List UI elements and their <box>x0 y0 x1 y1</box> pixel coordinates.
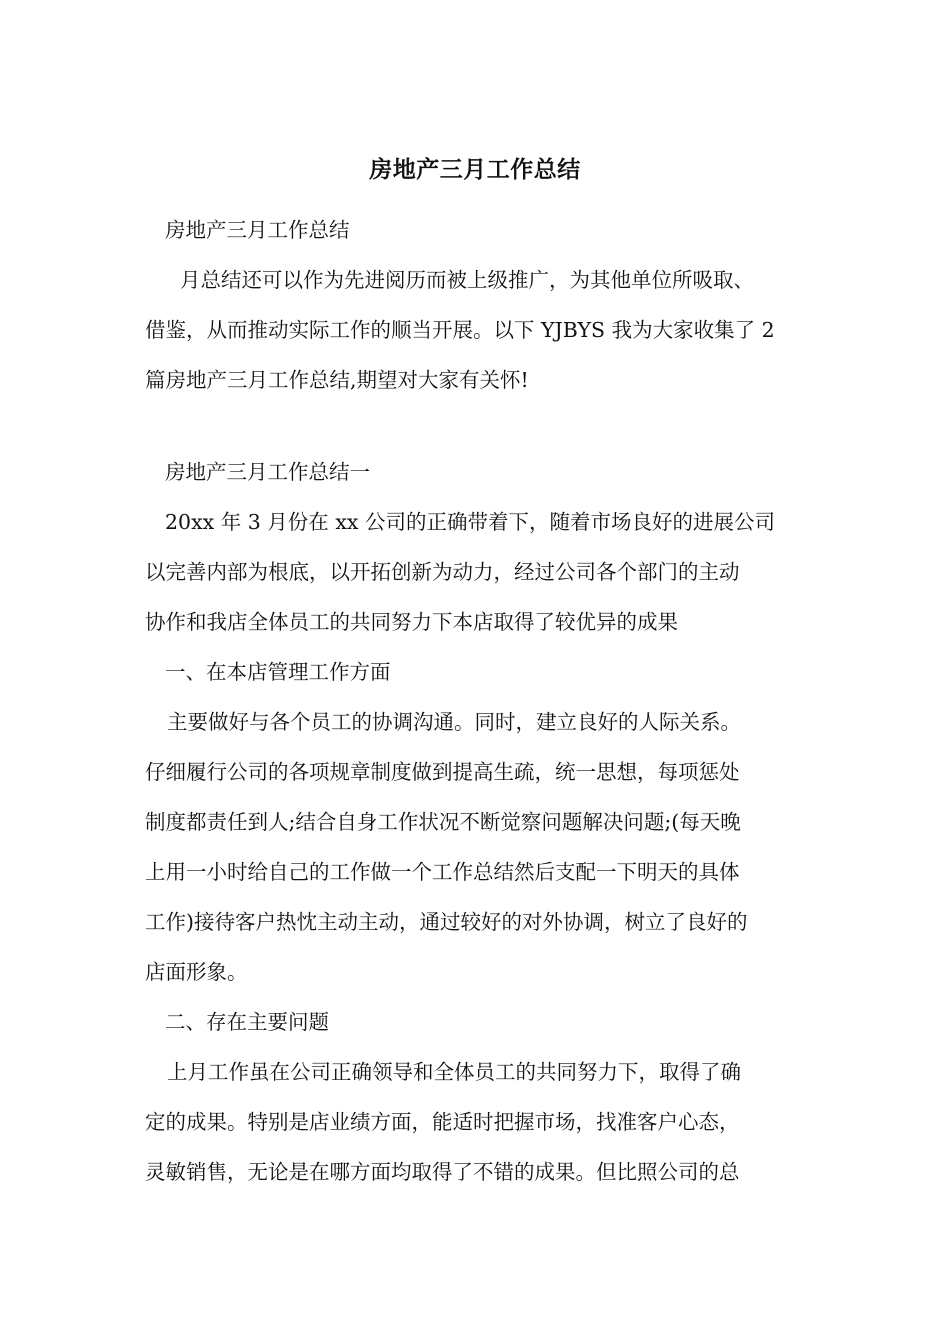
para2-line-4: 上用一小时给自己的工作做一个工作总结然后支配一下明天的具体 <box>145 860 740 884</box>
heading-1-text: 一、在本店管理工作方面 <box>165 660 391 684</box>
subtitle-text: 房地产三月工作总结 <box>165 218 350 242</box>
intro-line-1: 月总结还可以作为先进阅历而被上级推广，为其他单位所吸取、 <box>180 268 754 292</box>
heading-1 <box>165 647 830 697</box>
paragraph-3 <box>145 1047 810 1197</box>
para1-line-1: 20xx 年 3 月份在 xx 公司的正确带着下，随着市场良好的进展公司 <box>165 510 775 534</box>
para1-line-3: 协作和我店全体员工的共同努力下本店取得了较优异的成果 <box>145 610 678 634</box>
section-heading-text: 房地产三月工作总结一 <box>165 460 370 484</box>
heading-2-text: 二、存在主要问题 <box>165 1010 329 1034</box>
para1-line-2: 以完善内部为根底，以开拓创新为动力，经过公司各个部门的主动 <box>145 560 740 584</box>
intro-paragraph <box>145 255 810 405</box>
para2-line-2: 仔细履行公司的各项规章制度做到提高生疏，统一思想，每项惩处 <box>145 760 740 784</box>
document-subtitle <box>165 205 830 255</box>
document-title: 房地产三月工作总结 <box>369 156 581 183</box>
intro-line-3: 篇房地产三月工作总结,期望对大家有关怀! <box>145 368 529 392</box>
para3-line-2: 定的成果。特别是店业绩方面，能适时把握市场，找准客户心态， <box>145 1110 740 1134</box>
para3-line-1: 上月工作虽在公司正确领导和全体员工的共同努力下，取得了确 <box>167 1060 741 1084</box>
para2-line-6: 店面形象。 <box>145 960 248 984</box>
para3-line-3: 灵敏销售，无论是在哪方面均取得了不错的成果。但比照公司的总 <box>145 1160 740 1184</box>
heading-2 <box>165 997 830 1047</box>
para2-line-1: 主要做好与各个员工的协调沟通。同时，建立良好的人际关系。 <box>167 710 741 734</box>
paragraph-1 <box>145 497 810 647</box>
para2-line-3: 制度都责任到人;结合自身工作状况不断觉察问题解决问题;(每天晚 <box>145 810 741 834</box>
paragraph-2 <box>145 697 810 997</box>
section-heading <box>165 447 830 497</box>
intro-line-2: 借鉴，从而推动实际工作的顺当开展。以下 YJBYS 我为大家收集了 2 <box>145 318 775 342</box>
para2-line-5: 工作)接待客户热忱主动主动，通过较好的对外协调，树立了良好的 <box>145 910 748 934</box>
